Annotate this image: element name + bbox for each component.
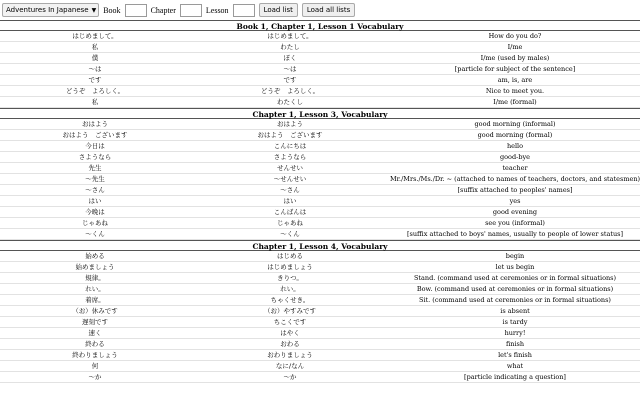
chapter-label: Chapter: [150, 5, 176, 15]
vocabulary-list: [0, 20, 640, 383]
vocab-meaning: Bow. (command used at ceremonies or in formal situations): [416, 285, 614, 293]
vocab-kanji: はい: [88, 197, 102, 205]
vocab-meaning: yes: [509, 197, 521, 205]
vocab-kanji: どうぞ よろしく。: [65, 87, 125, 95]
vocab-kanji: 遅刻です: [82, 318, 108, 326]
vocab-meaning: let us begin: [495, 263, 535, 271]
vocab-kana: ～は: [283, 65, 297, 73]
vocab-row: [0, 339, 640, 350]
vocab-kana: さようなら: [273, 153, 307, 161]
vocab-kana: はい: [283, 197, 297, 205]
chapter-input[interactable]: [180, 4, 202, 17]
vocab-kana: なに/なん: [275, 362, 305, 370]
vocab-row: [0, 284, 640, 295]
vocab-meaning: Stand. (command used at ceremonies or in formal situations): [413, 274, 617, 282]
vocab-meaning: good morning (informal): [474, 120, 556, 128]
vocab-row: [0, 229, 640, 240]
vocab-kana: はじめる: [277, 252, 303, 260]
vocab-row: [0, 86, 640, 97]
toolbar: [0, 0, 640, 20]
load-all-lists-button[interactable]: Load all lists: [302, 3, 355, 17]
vocab-kana: おわりましょう: [267, 351, 313, 359]
vocab-meaning: see you (informal): [485, 219, 545, 227]
vocab-meaning: Nice to meet you.: [485, 87, 545, 95]
book-input[interactable]: [125, 4, 147, 17]
vocab-row: [0, 295, 640, 306]
load-list-button[interactable]: Load list: [259, 3, 298, 17]
vocab-kana: です: [283, 76, 297, 84]
vocab-kana: どうぞ よろしく。: [260, 87, 320, 95]
vocab-kanji: 何: [91, 362, 99, 370]
vocab-meaning: good morning (formal): [477, 131, 553, 139]
vocab-row: [0, 350, 640, 361]
vocab-row: [0, 196, 640, 207]
vocab-row: [0, 306, 640, 317]
vocab-kanji: です: [88, 76, 102, 84]
lesson-label: Lesson: [205, 5, 229, 15]
vocab-meaning: I/me: [507, 43, 523, 51]
lesson-input[interactable]: [233, 4, 255, 17]
section-title: Book 1, Chapter 1, Lesson 1 Vocabulary: [0, 20, 640, 31]
vocab-meaning: [suffix attached to boys' names, usually to people of lower status]: [406, 230, 624, 238]
vocab-kana: ちこくです: [273, 318, 307, 326]
vocab-kana: せんせい: [277, 164, 303, 172]
vocab-row: [0, 64, 640, 75]
vocab-meaning: finish: [505, 340, 525, 348]
vocab-kanji: 終わる: [85, 340, 105, 348]
vocab-kanji: 先生: [88, 164, 102, 172]
vocab-kana: （お）やすみです: [264, 307, 316, 315]
vocab-meaning: am, is, are: [497, 76, 533, 84]
vocab-kana: はやく: [280, 329, 300, 337]
vocab-kana: ちゃくせき。: [270, 296, 310, 304]
series-select-value: Adventures In Japanese: [6, 6, 89, 14]
vocab-kana: おわる: [280, 340, 300, 348]
vocab-row: [0, 97, 640, 108]
dropdown-arrow-icon: ▼: [91, 6, 97, 14]
vocab-row: [0, 141, 640, 152]
vocab-kanji: さようなら: [78, 153, 112, 161]
vocab-row: [0, 218, 640, 229]
vocab-meaning: good evening: [492, 208, 538, 216]
vocab-kanji: 僕: [91, 54, 99, 62]
vocab-row: [0, 185, 640, 196]
vocab-kanji: 始める: [85, 252, 105, 260]
vocab-kana: わたし: [280, 43, 300, 51]
section-title: Chapter 1, Lesson 4, Vocabulary: [0, 240, 640, 251]
vocab-meaning: what: [506, 362, 524, 370]
vocab-meaning: [particle for subject of the sentence]: [454, 65, 576, 73]
vocab-kanji: 終わりましょう: [72, 351, 118, 359]
vocab-meaning: begin: [505, 252, 525, 260]
vocab-kanji: ～か: [88, 373, 102, 381]
vocab-kana: じゃあね: [277, 219, 303, 227]
vocab-meaning: hurry!: [504, 329, 526, 337]
vocab-row: [0, 152, 640, 163]
vocab-meaning: let's finish: [498, 351, 532, 359]
vocab-row: [0, 273, 640, 284]
vocab-row: [0, 207, 640, 218]
vocab-row: [0, 119, 640, 130]
vocab-row: [0, 361, 640, 372]
vocab-meaning: [particle indicating a question]: [464, 373, 566, 381]
vocab-kana: ～くん: [280, 230, 300, 238]
section-title: Chapter 1, Lesson 3, Vocabulary: [0, 108, 640, 119]
vocab-kana: れい。: [280, 285, 300, 293]
vocab-meaning: good-bye: [499, 153, 531, 161]
vocab-meaning: teacher: [502, 164, 528, 172]
vocab-kanji: おはよう ございます: [62, 131, 128, 139]
vocab-kana: こんにちは: [273, 142, 307, 150]
vocab-kana: おはよう: [277, 120, 303, 128]
vocab-meaning: hello: [506, 142, 524, 150]
vocab-kana: きりつ。: [277, 274, 303, 282]
vocab-row: [0, 317, 640, 328]
vocab-row: [0, 174, 640, 185]
vocab-kanji: 私: [91, 43, 99, 51]
vocab-kanji: はじめまして。: [72, 32, 118, 40]
vocab-kanji: 私: [91, 98, 99, 106]
vocab-meaning: I/me (formal): [493, 98, 537, 106]
vocab-row: [0, 130, 640, 141]
vocab-meaning: [suffix attached to peoples' names]: [457, 186, 573, 194]
vocab-meaning: Mr./Mrs./Ms./Dr. ~ (attached to names of teachers, doctors, and statesmen): [390, 175, 640, 183]
vocab-kanji: 着席。: [85, 296, 105, 304]
vocab-kana: はじめまして。: [267, 32, 313, 40]
vocab-kana: ぼく: [283, 54, 297, 62]
vocab-meaning: Sit. (command used at ceremonies or in formal situations): [419, 296, 611, 304]
vocab-row: [0, 75, 640, 86]
vocab-kanji: （お）休みです: [72, 307, 118, 315]
vocab-row: [0, 262, 640, 273]
vocab-row: [0, 251, 640, 262]
vocab-kanji: 今日は: [85, 142, 105, 150]
vocab-kanji: ～は: [88, 65, 102, 73]
vocab-kana: わたくし: [277, 98, 303, 106]
vocab-kana: ～か: [283, 373, 297, 381]
vocab-kana: ～せんせい: [273, 175, 307, 183]
vocab-row: [0, 53, 640, 64]
vocab-kanji: おはよう: [82, 120, 108, 128]
vocab-kanji: れい。: [85, 285, 105, 293]
vocab-kanji: ～先生: [85, 175, 105, 183]
vocab-kanji: じゃあね: [82, 219, 108, 227]
vocab-kanji: 始めましょう: [75, 263, 115, 271]
vocab-kanji: 規律。: [85, 274, 105, 282]
vocab-meaning: is tardy: [502, 318, 528, 326]
vocab-kanji: ～くん: [85, 230, 105, 238]
vocab-kana: ～さん: [280, 186, 300, 194]
vocab-row: [0, 31, 640, 42]
vocab-meaning: is absent: [500, 307, 530, 315]
vocab-kana: はじめましょう: [267, 263, 313, 271]
vocab-row: [0, 372, 640, 383]
vocab-meaning: How do you do?: [488, 32, 542, 40]
vocab-meaning: I/me (used by males): [480, 54, 550, 62]
series-select[interactable]: [2, 3, 99, 17]
vocab-row: [0, 163, 640, 174]
vocab-row: [0, 328, 640, 339]
vocab-kanji: 今晩は: [85, 208, 105, 216]
book-label: Book: [103, 5, 121, 15]
vocab-row: [0, 42, 640, 53]
vocab-kanji: 速く: [88, 329, 102, 337]
vocab-kana: こんばんは: [273, 208, 307, 216]
vocab-kanji: ～さん: [85, 186, 105, 194]
vocab-kana: おはよう ございます: [257, 131, 323, 139]
